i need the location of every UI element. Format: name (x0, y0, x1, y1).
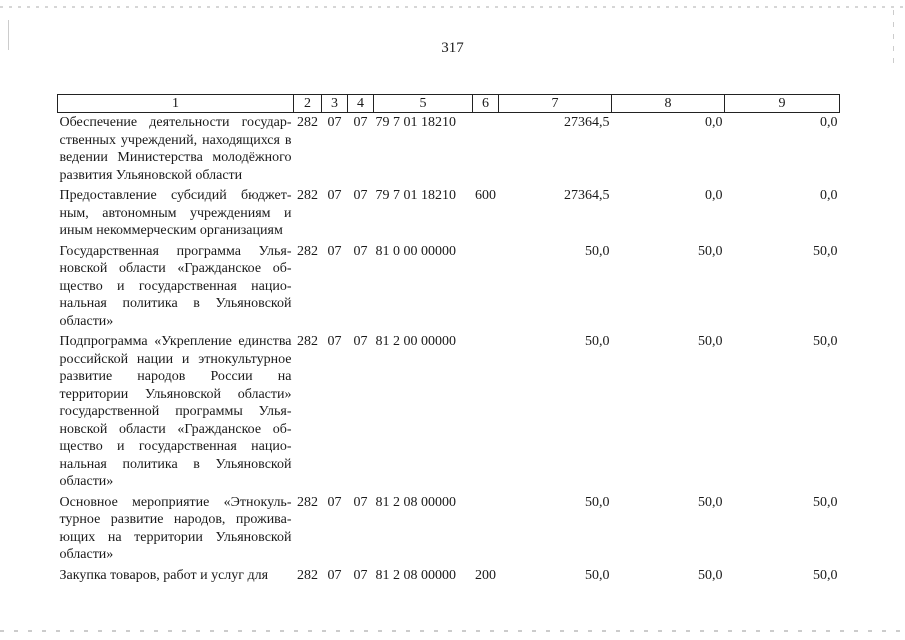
table-row (58, 332, 840, 493)
row-ministry-code: 282 (297, 494, 318, 510)
header-col-3: 3 (322, 95, 348, 113)
row-value-col7: 50,0 (585, 567, 610, 583)
header-col-1: 1 (58, 95, 294, 113)
table-row (58, 242, 840, 333)
row-section: 07 (327, 115, 342, 130)
row-name: Основное мероприятие «Этнокультурное развитие народов, проживающих на территории Ульяновской области» (59, 494, 292, 562)
row-expense-type: 200 (475, 567, 496, 583)
scan-noise-top (0, 6, 905, 8)
row-expense-type (473, 493, 499, 566)
row-value-col9: 0,0 (820, 188, 838, 203)
row-name: Государственная программа Ульяновской области «Гражданское общество и государственная национальная политика в Ульяновской области» (59, 243, 292, 329)
table-row (58, 113, 840, 187)
row-section: 07 (327, 243, 342, 259)
row-name: Подпрограмма «Укрепление единства российской нации и этнокультурное развитие народов России на территории Ульяновской области» государственной программы Ульяновской области «Гражданское общество и государственная национальная политика в Ульяновской области» (59, 334, 292, 489)
row-expense-type: 600 (475, 188, 496, 203)
row-section: 07 (327, 334, 342, 349)
row-target-article: 79 7 01 18210 (375, 188, 456, 203)
table-row (58, 186, 840, 242)
row-value-col9: 50,0 (813, 243, 838, 259)
row-target-article: 81 0 00 00000 (375, 243, 456, 259)
budget-table (57, 94, 840, 586)
row-value-col7: 50,0 (585, 494, 610, 510)
table-row (58, 493, 840, 566)
row-section: 07 (327, 494, 342, 510)
row-name: Обеспечение деятельности государственных учреждений, находящихся в ведении Министерства молодёжного развития Ульяновской области (59, 115, 292, 183)
row-ministry-code: 282 (297, 243, 318, 259)
row-target-article: 81 2 00 00000 (375, 334, 456, 349)
header-col-6: 6 (473, 95, 499, 113)
header-row (58, 95, 840, 113)
scan-noise-bottom (0, 630, 905, 632)
row-subsection: 07 (353, 243, 368, 259)
row-value-col7: 27364,5 (564, 115, 610, 130)
row-ministry-code: 282 (297, 567, 318, 583)
row-value-col7: 50,0 (585, 334, 610, 349)
header-col-9: 9 (725, 95, 840, 113)
row-subsection: 07 (353, 188, 368, 203)
table-row (58, 566, 840, 587)
row-section: 07 (327, 188, 342, 203)
row-subsection: 07 (353, 115, 368, 130)
row-value-col8: 50,0 (698, 567, 723, 583)
row-expense-type (473, 113, 499, 187)
row-name: Закупка товаров, работ и услуг для (59, 567, 269, 583)
row-subsection: 07 (353, 334, 368, 349)
header-col-7: 7 (499, 95, 612, 113)
row-value-col8: 0,0 (705, 115, 723, 130)
row-name: Предоставление субсидий бюджетным, автономным учреждениям и иным некоммерческим организациям (59, 188, 292, 238)
row-value-col8: 0,0 (705, 188, 723, 203)
row-ministry-code: 282 (297, 188, 318, 203)
row-subsection: 07 (353, 567, 368, 583)
row-expense-type (473, 242, 499, 333)
row-target-article: 81 2 08 00000 (375, 494, 456, 510)
row-value-col9: 50,0 (813, 494, 838, 510)
row-value-col8: 50,0 (698, 494, 723, 510)
row-value-col9: 50,0 (813, 567, 838, 583)
row-section: 07 (327, 567, 342, 583)
row-subsection: 07 (353, 494, 368, 510)
row-value-col7: 27364,5 (564, 188, 610, 203)
row-value-col7: 50,0 (585, 243, 610, 259)
header-col-5: 5 (374, 95, 473, 113)
header-col-8: 8 (612, 95, 725, 113)
row-expense-type (473, 332, 499, 493)
row-value-col9: 0,0 (820, 115, 838, 130)
page-number: 317 (441, 40, 464, 56)
row-value-col8: 50,0 (698, 243, 723, 259)
row-value-col9: 50,0 (813, 334, 838, 349)
row-value-col8: 50,0 (698, 334, 723, 349)
row-target-article: 81 2 08 00000 (375, 567, 456, 583)
row-ministry-code: 282 (297, 115, 318, 130)
header-col-2: 2 (294, 95, 322, 113)
row-ministry-code: 282 (297, 334, 318, 349)
header-col-4: 4 (348, 95, 374, 113)
row-target-article: 79 7 01 18210 (375, 115, 456, 130)
